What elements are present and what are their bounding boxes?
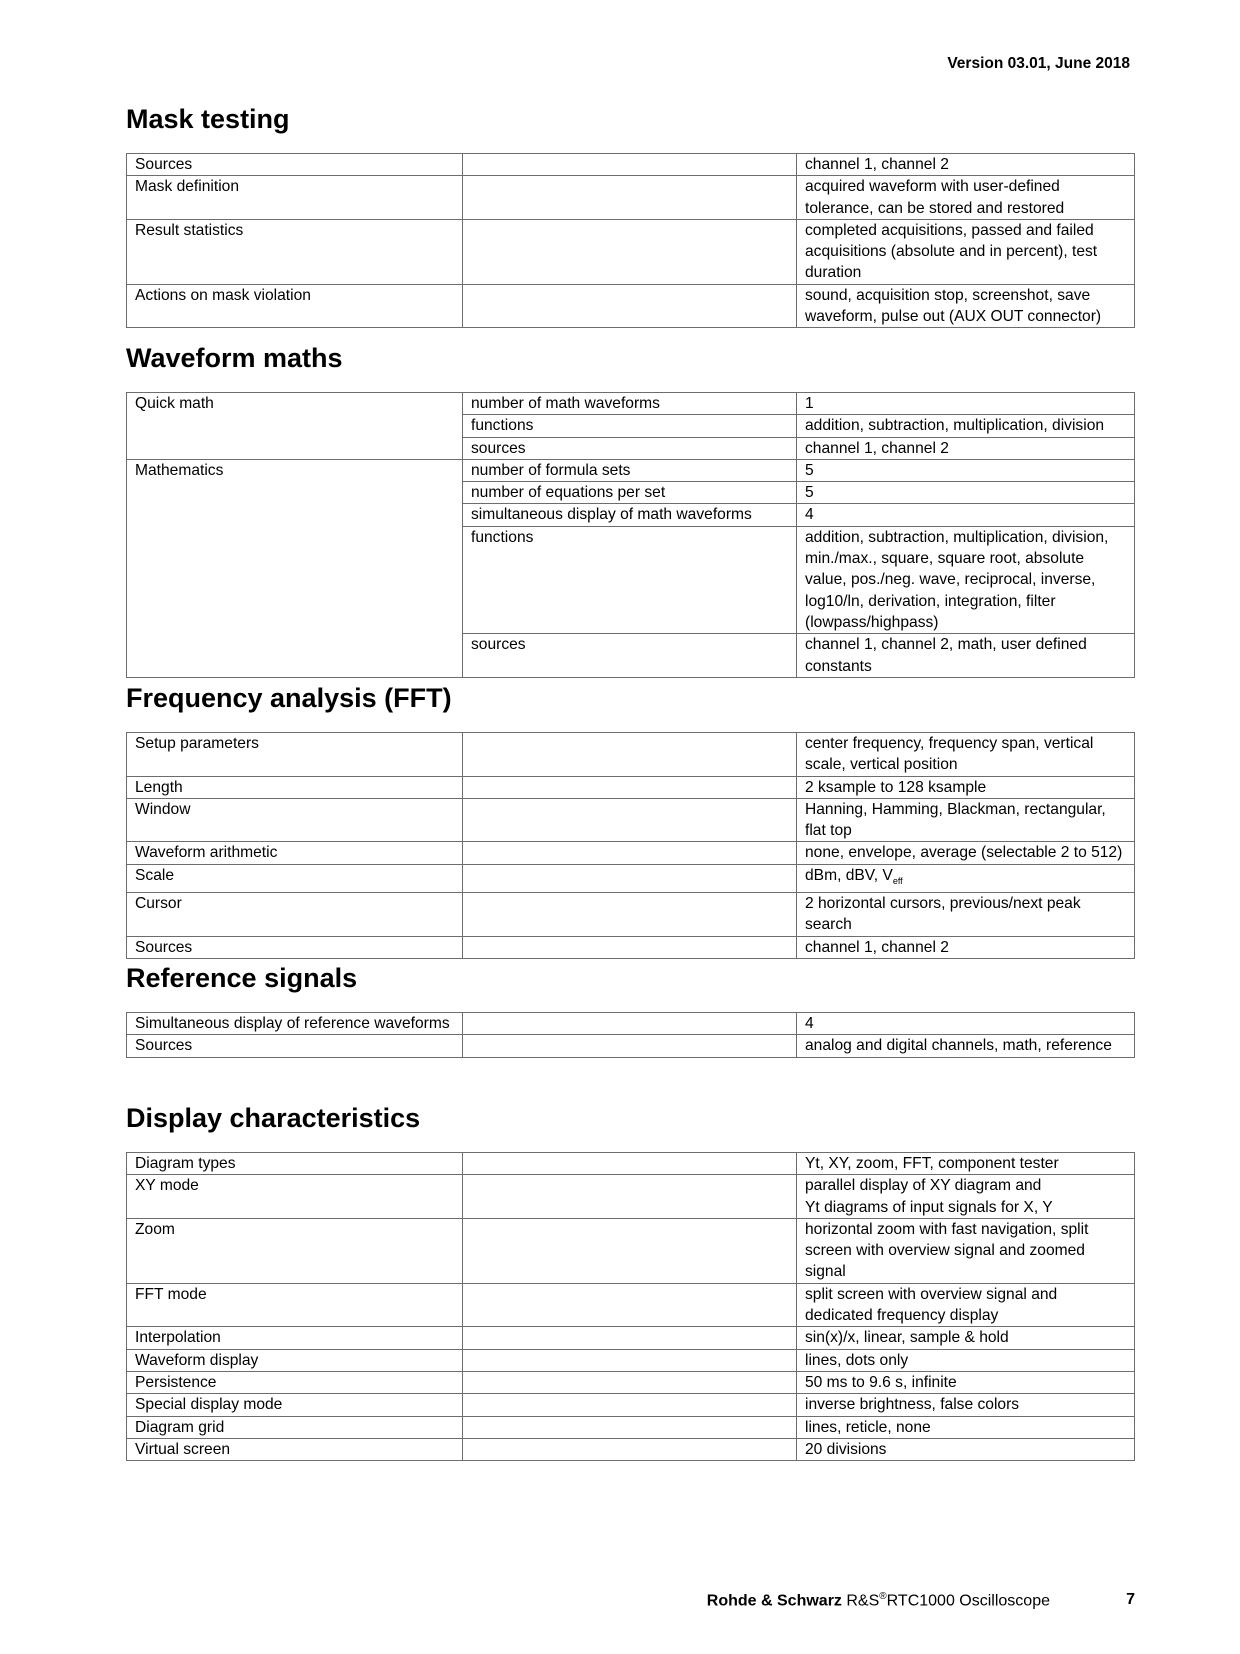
param-value: 5: [797, 482, 1135, 504]
param-name: functions: [463, 526, 797, 633]
param-value: 1: [797, 393, 1135, 415]
param-name: simultaneous display of math waveforms: [463, 504, 797, 526]
page-number: 7: [1126, 1591, 1135, 1608]
table-row: [127, 1035, 1135, 1057]
row-label: FFT mode: [127, 1283, 463, 1327]
row-value: horizontal zoom with fast navigation, split screen with overview signal and zoomed signal: [797, 1218, 1135, 1283]
row-param: [463, 733, 797, 777]
table-row: [127, 1153, 1135, 1175]
row-value: 50 ms to 9.6 s, infinite: [797, 1371, 1135, 1393]
row-param: [463, 893, 797, 937]
row-label: Setup parameters: [127, 733, 463, 777]
table-row: [127, 154, 1135, 176]
section-title-reference-signals: Reference signals: [126, 963, 358, 993]
row-label-quick-math: Quick math: [127, 393, 463, 460]
row-param: [463, 864, 797, 892]
row-value: sound, acquisition stop, screenshot, save waveform, pulse out (AUX OUT connector): [797, 284, 1135, 328]
row-value: lines, dots only: [797, 1349, 1135, 1371]
waveform-maths-table: [126, 392, 1135, 678]
row-param: [463, 936, 797, 958]
footer-brand: Rohde & Schwarz: [706, 1592, 842, 1610]
param-name: number of formula sets: [463, 459, 797, 481]
row-value: sin(x)/x, linear, sample & hold: [797, 1327, 1135, 1349]
row-label: Mask definition: [127, 176, 463, 220]
row-value: dBm, dBV, $V_{eff}$: [797, 864, 1135, 892]
table-row: [127, 1416, 1135, 1438]
row-label: Length: [127, 776, 463, 798]
row-value: inverse brightness, false colors: [797, 1394, 1135, 1416]
row-param: [463, 284, 797, 328]
footer-product: [707, 1591, 1050, 1610]
param-value: addition, subtraction, multiplication, division: [797, 415, 1135, 437]
row-label: Interpolation: [127, 1327, 463, 1349]
section-title-display-characteristics: Display characteristics: [126, 1103, 421, 1133]
table-row: [127, 459, 1135, 481]
param-value: addition, subtraction, multiplication, division, min./max., square, square root, absolute value, pos./neg. wave, reciprocal, inverse, log10/ln, derivation, integration, filter (lowpass/highpass): [797, 526, 1135, 633]
table-row: [127, 1394, 1135, 1416]
row-param: [463, 842, 797, 864]
table-row: [127, 798, 1135, 842]
row-value: 20 divisions: [797, 1438, 1135, 1460]
table-row: [127, 1175, 1135, 1219]
footer-product-prefix: R&S: [846, 1592, 880, 1610]
row-value: acquired waveform with user-defined tolerance, can be stored and restored: [797, 176, 1135, 220]
row-value: split screen with overview signal and dedicated frequency display: [797, 1283, 1135, 1327]
row-label: Sources: [127, 936, 463, 958]
row-param: [463, 1371, 797, 1393]
param-value: 5: [797, 459, 1135, 481]
row-value: center frequency, frequency span, vertical scale, vertical position: [797, 733, 1135, 777]
table-row: [127, 733, 1135, 777]
row-label: XY mode: [127, 1175, 463, 1219]
section-title-waveform-maths: Waveform maths: [126, 343, 343, 373]
row-param: [463, 1416, 797, 1438]
version-label: Version 03.01, June 2018: [947, 55, 1130, 72]
row-label: Scale: [127, 864, 463, 892]
display-characteristics-table: [126, 1152, 1135, 1461]
row-value: none, envelope, average (selectable 2 to 512): [797, 842, 1135, 864]
section-title-fft: Frequency analysis (FFT): [126, 683, 452, 713]
row-value: channel 1, channel 2: [797, 936, 1135, 958]
row-param: [463, 219, 797, 284]
table-row: [127, 1283, 1135, 1327]
row-label: Waveform arithmetic: [127, 842, 463, 864]
row-value: lines, reticle, none: [797, 1416, 1135, 1438]
param-value: 4: [797, 504, 1135, 526]
param-name: number of equations per set: [463, 482, 797, 504]
row-label: Virtual screen: [127, 1438, 463, 1460]
row-label: Result statistics: [127, 219, 463, 284]
table-row: [127, 1349, 1135, 1371]
row-param: [463, 1438, 797, 1460]
param-name: sources: [463, 634, 797, 678]
row-param: [463, 176, 797, 220]
row-param: [463, 1013, 797, 1035]
param-name: number of math waveforms: [463, 393, 797, 415]
row-label-mathematics: Mathematics: [127, 459, 463, 677]
param-value: channel 1, channel 2, math, user defined constants: [797, 634, 1135, 678]
row-label: Diagram types: [127, 1153, 463, 1175]
row-param: [463, 1349, 797, 1371]
row-label: Simultaneous display of reference waveforms: [127, 1013, 463, 1035]
param-name: functions: [463, 415, 797, 437]
row-label: Actions on mask violation: [127, 284, 463, 328]
row-param: [463, 1327, 797, 1349]
row-value: completed acquisitions, passed and failed acquisitions (absolute and in percent), test duration: [797, 219, 1135, 284]
row-param: [463, 1153, 797, 1175]
mask-testing-table: [126, 153, 1135, 328]
row-param: [463, 1035, 797, 1057]
row-value: parallel display of XY diagram and Yt diagrams of input signals for X, Y: [797, 1175, 1135, 1219]
table-row: [127, 1371, 1135, 1393]
table-row: [127, 176, 1135, 220]
table-row: [127, 1013, 1135, 1035]
registered-mark: ®: [879, 1591, 887, 1602]
row-value: 2 horizontal cursors, previous/next peak search: [797, 893, 1135, 937]
reference-signals-table: [126, 1012, 1135, 1058]
section-title-mask-testing: Mask testing: [126, 104, 290, 134]
row-param: [463, 1175, 797, 1219]
row-value: 2 ksample to 128 ksample: [797, 776, 1135, 798]
row-label: Waveform display: [127, 1349, 463, 1371]
row-label: Diagram grid: [127, 1416, 463, 1438]
row-label: Sources: [127, 154, 463, 176]
table-row: [127, 219, 1135, 284]
table-row: [127, 893, 1135, 937]
scale-subscript: eff: [892, 875, 903, 886]
row-label: Zoom: [127, 1218, 463, 1283]
table-row: [127, 393, 1135, 415]
param-value: channel 1, channel 2: [797, 437, 1135, 459]
table-row: [127, 776, 1135, 798]
table-row: [127, 1218, 1135, 1283]
table-row: [127, 936, 1135, 958]
row-value: Yt, XY, zoom, FFT, component tester: [797, 1153, 1135, 1175]
row-label: Sources: [127, 1035, 463, 1057]
row-param: [463, 154, 797, 176]
fft-table: [126, 732, 1135, 959]
param-name: sources: [463, 437, 797, 459]
row-param: [463, 1394, 797, 1416]
table-row: [127, 1438, 1135, 1460]
table-row: [127, 1327, 1135, 1349]
row-param: [463, 776, 797, 798]
row-value: Hanning, Hamming, Blackman, rectangular, flat top: [797, 798, 1135, 842]
row-label: Persistence: [127, 1371, 463, 1393]
row-value: channel 1, channel 2: [797, 154, 1135, 176]
row-param: [463, 1283, 797, 1327]
row-param: [463, 798, 797, 842]
table-row: [127, 842, 1135, 864]
footer-product-name: RTC1000 Oscilloscope: [886, 1592, 1050, 1610]
table-row: [127, 284, 1135, 328]
row-param: [463, 1218, 797, 1283]
row-label: Special display mode: [127, 1394, 463, 1416]
row-label: Cursor: [127, 893, 463, 937]
row-label: Window: [127, 798, 463, 842]
row-value: analog and digital channels, math, reference: [797, 1035, 1135, 1057]
row-value: 4: [797, 1013, 1135, 1035]
table-row: [127, 864, 1135, 892]
